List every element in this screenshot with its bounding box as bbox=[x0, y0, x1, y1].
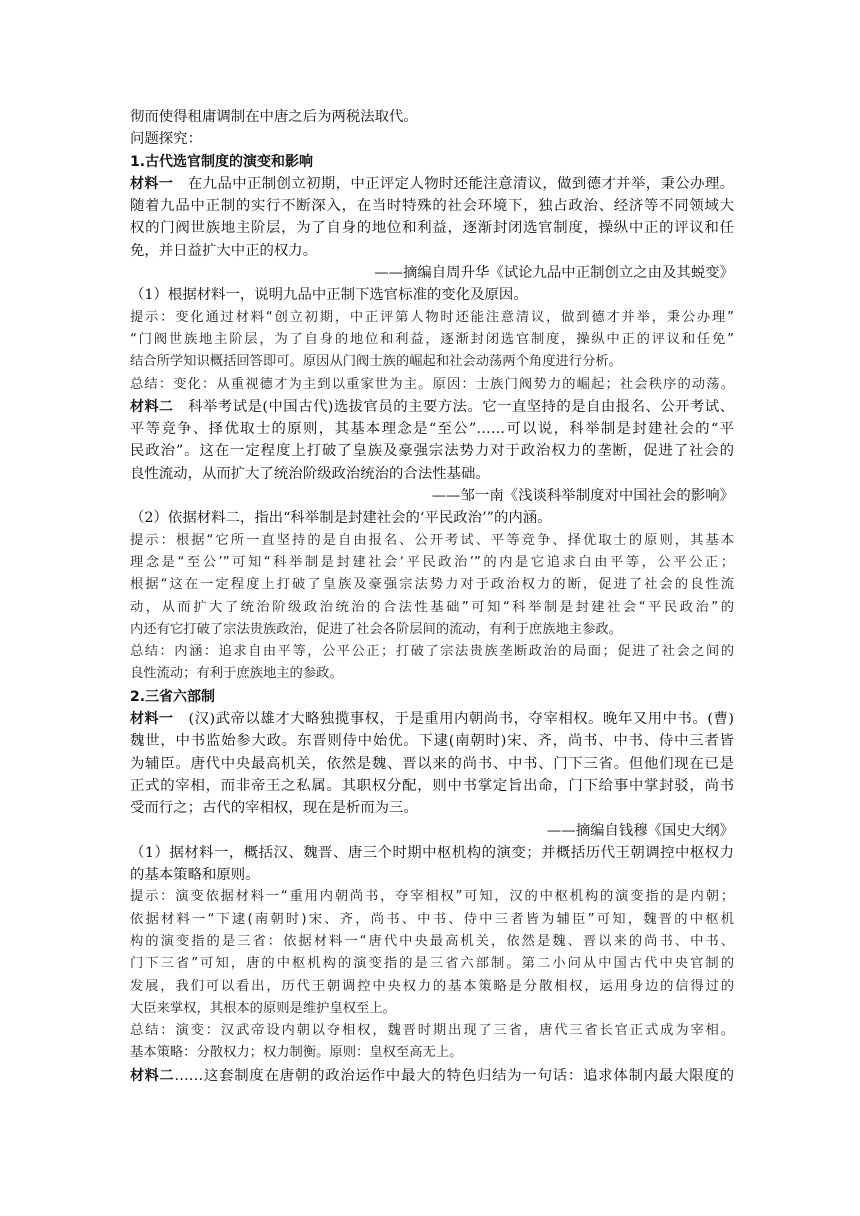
hint-line: 内还有它打破了宗法贵族政治，促进了社会各阶层间的流动，有利于庶族地主参政。 bbox=[130, 621, 622, 637]
hint-line: 提示：变化通过材料“创立初期，中正评第人物时还能注意清议，做到德才并举，秉公办理” bbox=[130, 309, 734, 325]
material-label: 材料一 bbox=[130, 711, 174, 728]
question: （1）据材料一，概括汉、魏晋、唐三个时期中枢机构的演变；并概括历代王朝调控中枢权力 bbox=[130, 844, 734, 861]
text-line: 免，并日益扩大中正的权力。 bbox=[130, 242, 318, 259]
hint-line: 根据“这在一定程度上打破了皇族及豪强宗法势力对于政治权力的断，促进了社会的良性流 bbox=[130, 577, 734, 593]
question: （1）根据材料一，说明九品中正制下选官标准的变化及原因。 bbox=[130, 287, 528, 304]
material-paragraph-line: 材料一 在九品中正制创立初期，中正评定人物时还能注意清议，做到德才并举，秉公办理。 bbox=[130, 175, 734, 192]
hint-line: 结合所学知识概括回答即可。原因从门阀士族的崛起和社会动荡两个角度进行分析。 bbox=[130, 354, 622, 370]
summary-line: 总结：变化：从重视德才为主到以重家世为主。原因：士族门阀势力的崛起；社会秩序的动荡。 bbox=[130, 376, 734, 392]
material-paragraph-line: 材料二……这套制度在唐朝的政治运作中最大的特色归结为一句话：追求体制内最大限度的 bbox=[130, 1067, 734, 1084]
source-citation: ——摘编自周升华《试论九品中正制创立之由及其蜕变》 bbox=[374, 265, 734, 282]
document-page bbox=[130, 106, 734, 1087]
text-line: 权的门阀世族地主阶层，为了自身的地位和利益，逐渐封闭选官制度，操纵中正的评议和任 bbox=[130, 220, 734, 237]
summary-line: 良性流动；有利于庶族地主的参政。 bbox=[130, 666, 343, 682]
material-label: 材料二 bbox=[130, 398, 174, 415]
question: 的基本策略和原则。 bbox=[130, 867, 260, 884]
material-label: 材料一 bbox=[130, 175, 174, 192]
hint-line: “门阀世族地主阶层，为了自身的地位和利益，逐渐封闭选官制度，操纵中正的评议和任免” bbox=[130, 331, 734, 347]
material-label: 材料二 bbox=[130, 1067, 175, 1084]
question: （2）依据材料二，指出“科举制是封建社会的‘平民政治’”的内涵。 bbox=[130, 510, 552, 527]
material-paragraph-line: 材料一 (汉)武帝以雄才大略独揽事权，于是重用内朝尚书，夺宰相权。晚年又用中书。(曹) bbox=[130, 711, 735, 728]
source-citation: ——邹一南《浅谈科举制度对中国社会的影响》 bbox=[431, 488, 734, 505]
hint-line: 动，从而扩大了统治阶级政治统治的合法性基础”可知“科举制是封建社会“平民政治”的 bbox=[130, 599, 734, 615]
text-line: 魏世，中书监始参大政。东晋则侍中始优。下逮(南朝时)宋、齐，尚书、中书、侍中三者皆 bbox=[130, 733, 734, 750]
summary-line: 总结：内涵：追求自由平等，公平公正；打破了宗法贵族垄断政治的局面；促进了社会之间的 bbox=[130, 644, 734, 660]
hint-line: 理念是“至公’”可知“科举制是封建社会‘平民政治’”的内是它追求白由平等，公平公正； bbox=[130, 554, 734, 570]
text-line: 彻而使得租庸调制在中唐之后为两税法取代。 bbox=[130, 109, 418, 125]
text-line: 受而行之；古代的宰相权，现在是析而为三。 bbox=[130, 800, 418, 817]
text-line: 平等竞争、择优取士的原则，其基本理念是“至公”……可以说，科举制是封建社会的“平 bbox=[130, 421, 734, 438]
text-line: 民政治”。这在一定程度上打破了皇族及豪强宗法势力对于政治权力的垄断，促进了社会的 bbox=[130, 443, 734, 460]
hint-line: 提示：演变依据材料一“重用内朝尚书，夺宰相权”可知，汉的中枢机构的演变指的是内朝； bbox=[130, 889, 734, 905]
text-line: 为辅臣。唐代中央最高机关，依然是魏、晋以来的尚书、中书、门下三省。但他们现在已是 bbox=[130, 755, 734, 772]
section-heading: 1.古代选官制度的演变和影响 bbox=[130, 153, 314, 170]
text-line: 随着九品中正制的实行不断深入，在当时特殊的社会环境下，独占政治、经济等不同领域大 bbox=[130, 198, 734, 215]
hint-line: 提示：根据“它所一直坚持的是自由报名、公开考试、平等竞争、择优取士的原则，其基本 bbox=[130, 532, 734, 548]
hint-line: 发展，我们可以看出，历代王朝调控中央权力的基本策略是分散相权，运用身边的信得过的 bbox=[130, 978, 734, 994]
text-line: 问题探究： bbox=[130, 131, 202, 148]
hint-line: 构的演变指的是三省：依据材料一“唐代中央最高机关，依然是魏、晋以来的尚书、中书、 bbox=[130, 933, 734, 949]
hint-line: 依据材料一“下逮(南朝时)宋、齐，尚书、中书、侍中三者皆为辅臣”可知，魏晋的中枢机 bbox=[130, 911, 734, 927]
hint-line: 大臣来掌权，其根本的原则是维护皇权至上。 bbox=[130, 1000, 396, 1016]
text-line: 正式的宰相，而非帝王之私属。其职权分配，则中书掌定旨出命，门下给事中掌封驳，尚书 bbox=[130, 777, 734, 794]
summary-line: 总结：演变：汉武帝设内朝以夺相权，魏晋时期出现了三省，唐代三省长官正式成为宰相。 bbox=[130, 1023, 734, 1039]
text-line: 良性流动，从而扩大了统治阶级政治统治的合法性基础。 bbox=[130, 465, 490, 482]
section-heading: 2.三省六部制 bbox=[130, 688, 216, 705]
hint-line: 门下三省”可知，唐的中枢机构的演变指的是三省六部制。第二小问从中国古代中央官制的 bbox=[130, 956, 734, 972]
summary-line: 基本策略：分散权力；权力制衡。原则：皇权至高无上。 bbox=[130, 1045, 463, 1061]
material-paragraph-line: 材料二 科举考试是(中国古代)选拔官员的主要方法。它一直坚持的是自由报名、公开考试、 bbox=[130, 398, 735, 415]
source-citation: ——摘编自钱穆《国史大纲》 bbox=[546, 822, 734, 839]
